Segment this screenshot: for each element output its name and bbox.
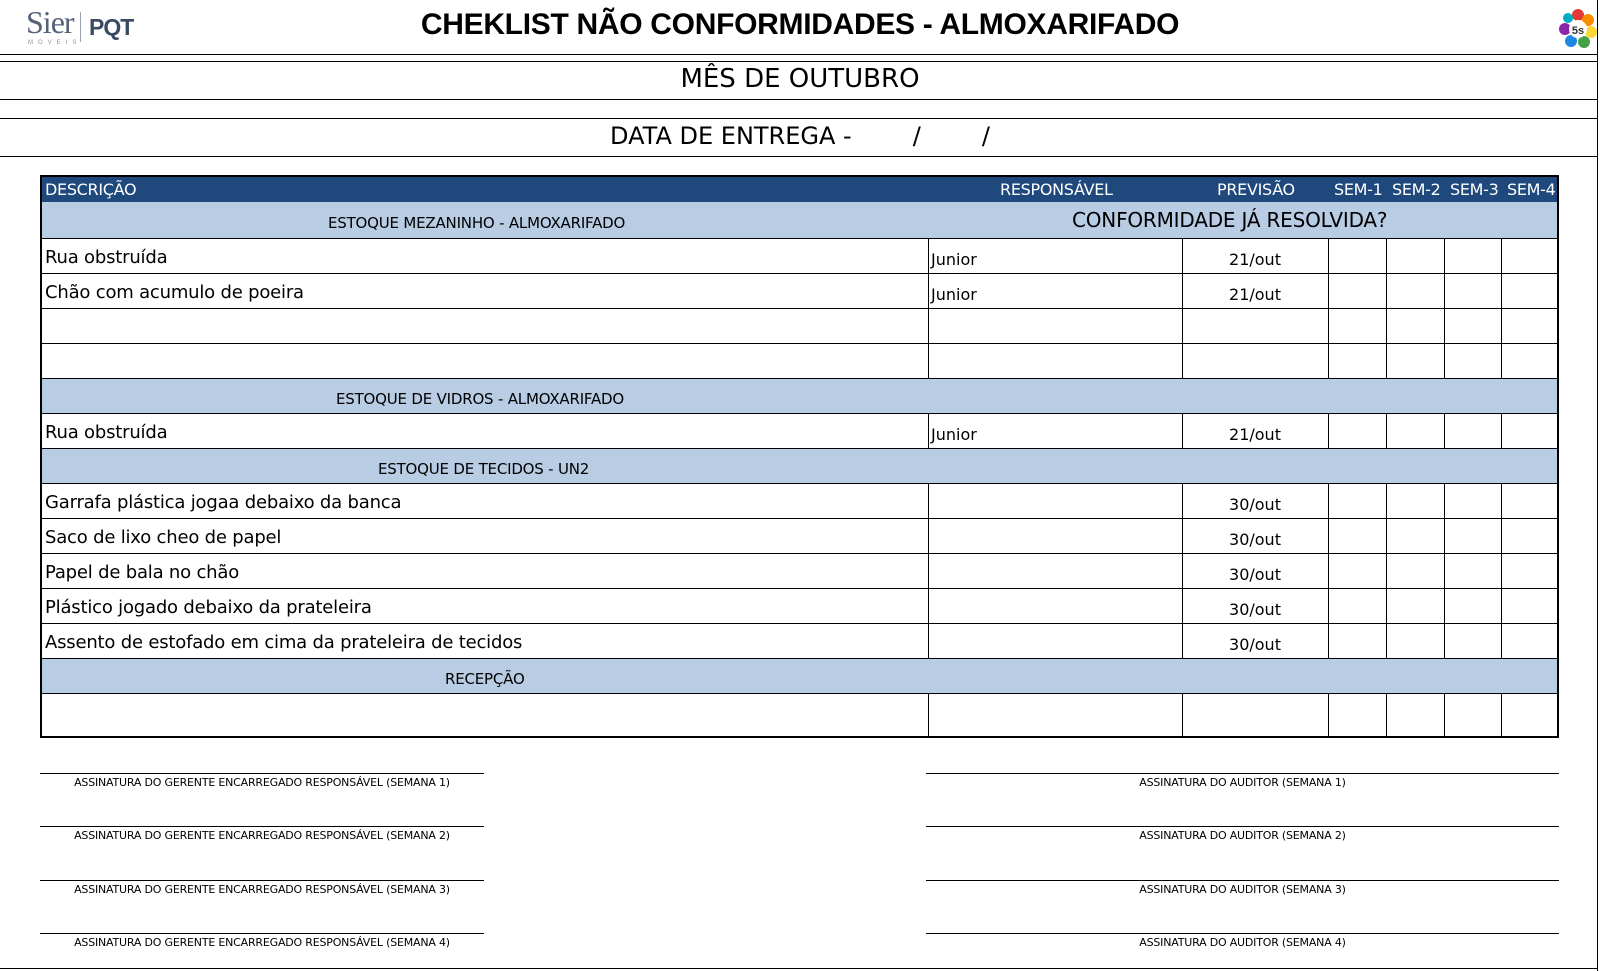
cell-descricao: Saco de lixo cheo de papel (45, 527, 282, 548)
grid-vline (928, 693, 929, 736)
grid-line (42, 588, 1557, 589)
signature-line (40, 933, 484, 934)
signature-label: ASSINATURA DO GERENTE ENCARREGADO RESPONSÁVEL (SEMANA 1) (74, 776, 450, 789)
conformity-question: CONFORMIDADE JÁ RESOLVIDA? (1072, 208, 1388, 232)
grid-line (42, 658, 1557, 659)
cell-descricao: Garrafa plástica jogaa debaixo da banca (45, 492, 402, 513)
section-mezaninho (42, 202, 1557, 238)
header-rule-4 (0, 118, 1598, 119)
signature-line (926, 933, 1559, 934)
grid-vline (1501, 693, 1502, 736)
grid-line (42, 413, 1557, 414)
grid-vline (1386, 483, 1387, 658)
cell-descricao: Rua obstruída (45, 247, 168, 268)
grid-vline (1501, 413, 1502, 448)
signature-line (40, 826, 484, 827)
grid-vline (928, 238, 929, 378)
signature-line (40, 880, 484, 881)
col-previsao: PREVISÃO (1217, 180, 1295, 199)
grid-vline (1501, 483, 1502, 658)
grid-vline (1386, 413, 1387, 448)
cell-previsao: 30/out (1229, 565, 1281, 584)
col-descricao: DESCRIÇÃO (45, 180, 137, 199)
grid-vline (1444, 693, 1445, 736)
table-row (42, 238, 1557, 273)
table-row (42, 588, 1557, 623)
grid-vline (1444, 483, 1445, 658)
grid-vline (1501, 238, 1502, 378)
signature-label: ASSINATURA DO GERENTE ENCARREGADO RESPONSÁVEL (SEMANA 4) (74, 936, 450, 949)
col-responsavel: RESPONSÁVEL (1000, 180, 1113, 199)
grid-line (42, 343, 1557, 344)
grid-vline (928, 413, 929, 448)
header-rule-1 (0, 54, 1598, 55)
cell-previsao: 30/out (1229, 635, 1281, 654)
section-vidros (42, 378, 1557, 413)
section-title: ESTOQUE DE TECIDOS - UN2 (378, 460, 590, 478)
cell-previsao: 21/out (1229, 425, 1281, 444)
grid-line (42, 623, 1557, 624)
grid-vline (1328, 483, 1329, 658)
grid-vline (1444, 413, 1445, 448)
auditor-signature-week2 (926, 826, 1559, 846)
grid-line (42, 693, 1557, 694)
cell-descricao: Rua obstruída (45, 422, 168, 443)
signature-line (926, 880, 1559, 881)
col-sem1: SEM-1 (1334, 180, 1383, 199)
grid-vline (1328, 693, 1329, 736)
sier-logo-tagline: MOVEIS (28, 40, 82, 46)
signature-label: ASSINATURA DO AUDITOR (SEMANA 1) (1139, 776, 1346, 789)
grid-line (42, 238, 1557, 239)
cell-previsao: 21/out (1229, 285, 1281, 304)
auditor-signature-week1 (926, 773, 1559, 793)
cell-previsao: 30/out (1229, 530, 1281, 549)
grid-vline (1182, 238, 1183, 378)
signature-label: ASSINATURA DO AUDITOR (SEMANA 4) (1139, 936, 1346, 949)
manager-signature-week2 (40, 826, 484, 846)
sier-logo-text: Sier (26, 4, 74, 40)
signature-label: ASSINATURA DO GERENTE ENCARREGADO RESPONSÁVEL (SEMANA 3) (74, 883, 450, 896)
cell-descricao: Papel de bala no chão (45, 562, 240, 583)
table-row (42, 553, 1557, 588)
header-rule-3 (0, 99, 1598, 100)
delivery-date-line: DATA DE ENTREGA - / / (610, 122, 990, 150)
badge-5s-text: 5s (1571, 25, 1585, 37)
cell-descricao: Plástico jogado debaixo da prateleira (45, 597, 372, 618)
table-row (42, 308, 1557, 343)
cell-responsavel: Junior (931, 425, 977, 444)
grid-line (42, 308, 1557, 309)
table-row (42, 413, 1557, 448)
signature-line (926, 773, 1559, 774)
month-title: MÊS DE OUTUBRO (680, 64, 920, 94)
auditor-signature-week3 (926, 880, 1559, 900)
table-row (42, 483, 1557, 518)
col-sem3: SEM-3 (1450, 180, 1499, 199)
table-row (42, 693, 1557, 728)
grid-line (42, 483, 1557, 484)
grid-vline (1328, 413, 1329, 448)
section-tecidos (42, 448, 1557, 483)
manager-signature-week1 (40, 773, 484, 793)
checklist-table (40, 175, 1559, 738)
page-title: CHEKLIST NÃO CONFORMIDADES - ALMOXARIFADO (420, 8, 1180, 41)
pqt-logo: PQT (89, 14, 134, 40)
cell-previsao: 30/out (1229, 495, 1281, 514)
auditor-signature-week4 (926, 933, 1559, 953)
section-title: ESTOQUE DE VIDROS - ALMOXARIFADO (336, 390, 624, 408)
cell-responsavel: Junior (931, 250, 977, 269)
signature-line (926, 826, 1559, 827)
signature-label: ASSINATURA DO GERENTE ENCARREGADO RESPONSÁVEL (SEMANA 2) (74, 829, 450, 842)
5s-badge-icon (1556, 7, 1600, 51)
signature-label: ASSINATURA DO AUDITOR (SEMANA 2) (1139, 829, 1346, 842)
grid-vline (1444, 238, 1445, 378)
table-row (42, 273, 1557, 308)
table-row (42, 518, 1557, 553)
grid-line (42, 378, 1557, 379)
col-sem2: SEM-2 (1392, 180, 1441, 199)
manager-signature-week3 (40, 880, 484, 900)
table-header (42, 177, 1557, 202)
cell-descricao: Assento de estofado em cima da prateleira de tecidos (45, 632, 523, 653)
grid-line (42, 448, 1557, 449)
page-bottom-rule (0, 968, 1598, 969)
cell-responsavel: Junior (931, 285, 977, 304)
section-title: RECEPÇÃO (445, 670, 525, 688)
table-row (42, 343, 1557, 378)
grid-vline (1386, 693, 1387, 736)
signature-line (40, 773, 484, 774)
grid-line (42, 553, 1557, 554)
grid-vline (1328, 238, 1329, 378)
header-rule-2 (0, 61, 1598, 62)
cell-descricao: Chão com acumulo de poeira (45, 282, 304, 303)
section-recepcao (42, 658, 1557, 693)
section-title: ESTOQUE MEZANINHO - ALMOXARIFADO (328, 214, 626, 232)
grid-vline (928, 483, 929, 658)
col-sem4: SEM-4 (1507, 180, 1556, 199)
signature-label: ASSINATURA DO AUDITOR (SEMANA 3) (1139, 883, 1346, 896)
grid-vline (1386, 238, 1387, 378)
cell-previsao: 30/out (1229, 600, 1281, 619)
grid-vline (1182, 413, 1183, 448)
grid-line (42, 518, 1557, 519)
manager-signature-week4 (40, 933, 484, 953)
cell-previsao: 21/out (1229, 250, 1281, 269)
header-rule-5 (0, 156, 1598, 157)
grid-line (42, 273, 1557, 274)
grid-vline (1182, 483, 1183, 658)
table-row (42, 623, 1557, 658)
grid-vline (1182, 693, 1183, 736)
